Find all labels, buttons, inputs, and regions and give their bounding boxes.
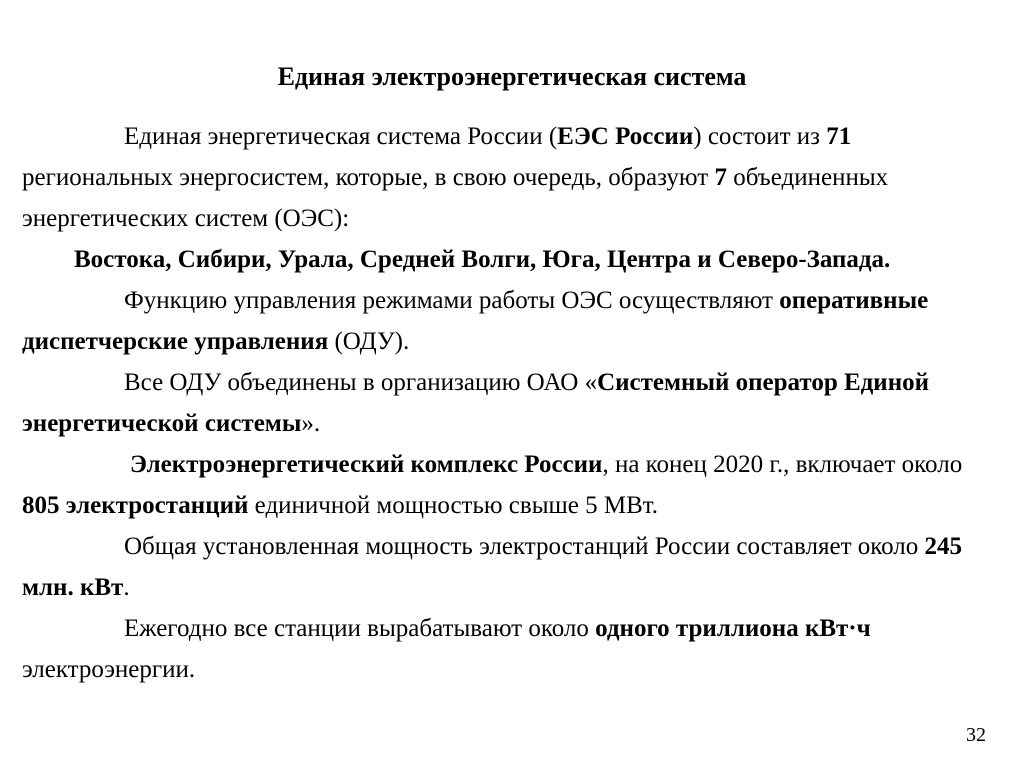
p6-text-2: .	[123, 574, 130, 601]
paragraph-odu	[22, 280, 982, 362]
p5-text-2: единичной мощностью свыше 5 МВт.	[248, 492, 659, 519]
p3-text-1: Функцию управления режимами работы ОЭС осуществляют	[124, 287, 780, 314]
paragraph-generation	[22, 608, 982, 690]
p1-text-3: региональных энергосистем, которые, в свою очередь, образуют	[22, 164, 715, 191]
p6-bold-245: 245 млн. кВт	[22, 533, 963, 601]
p1-bold-ees: ЕЭС России	[557, 123, 694, 150]
paragraph-complex	[22, 444, 982, 526]
page-number: 32	[966, 724, 986, 746]
slide-title: Единая электроэнергетическая система	[277, 62, 747, 91]
p1-text-4: объединенных энергетических систем (ОЭС):	[22, 164, 889, 232]
paragraph-oes-list	[22, 239, 982, 280]
paragraph-ees	[22, 116, 982, 239]
p5-bold-complex: Электроэнергетический комплекс России	[130, 451, 603, 478]
p7-text-1: Ежегодно все станции вырабатывают около	[124, 615, 596, 642]
p6-text-1: Общая установленная мощность электростанций России составляет около	[124, 533, 925, 560]
p2-bold-regions: Востока, Сибири, Урала, Средней Волги, Юга, Центра и Северо-Запада.	[74, 246, 891, 273]
p1-bold-7: 7	[714, 164, 727, 191]
p4-bold-so: Системный оператор Единой энергетической системы	[22, 369, 930, 437]
p1-text-2: ) состоит из	[693, 123, 827, 150]
p5-bold-805: 805 электростанций	[22, 492, 249, 519]
p1-bold-71: 71	[826, 123, 852, 150]
paragraph-capacity	[22, 526, 982, 608]
p1-text-1: Единая энергетическая система России (	[124, 123, 558, 150]
p7-bold-trillion: одного триллиона кВт·ч	[595, 615, 871, 642]
paragraph-so-ees	[22, 362, 982, 444]
slide-body	[22, 116, 982, 690]
p5-text-1: , на конец 2020 г., включает около	[602, 451, 963, 478]
p3-bold-odu: оперативные диспетчерские управления	[22, 287, 929, 355]
p4-text-1: Все ОДУ объединены в организацию ОАО «	[124, 369, 598, 396]
p7-text-2: электроэнергии.	[22, 656, 196, 683]
p4-text-2: ».	[301, 410, 321, 437]
p3-text-2: (ОДУ).	[328, 328, 410, 355]
